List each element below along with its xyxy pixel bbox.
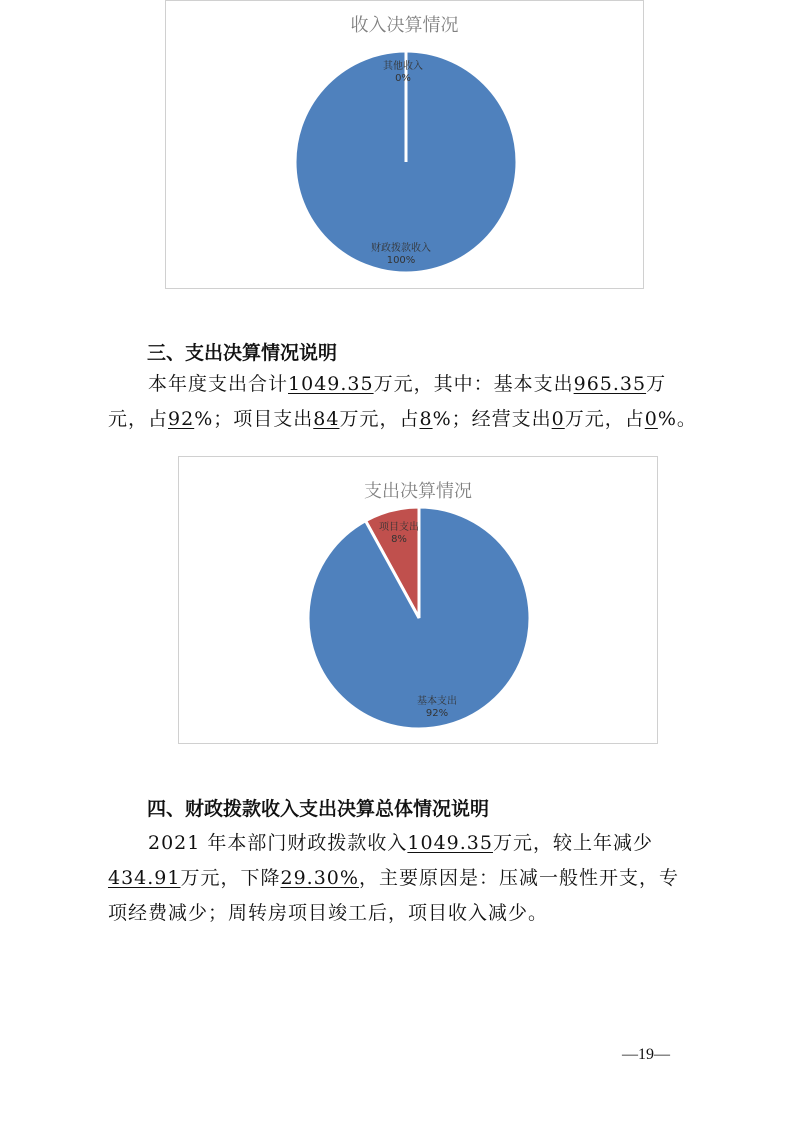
income-chart-title: 收入决算情况 [350,15,459,36]
decrease-value: 434.91 [108,867,181,889]
income-slice-label-1: 其他收入 [383,61,423,72]
expense-total-value: 1049.35 [288,373,374,395]
text: 万元，其中：基本支出 [373,373,574,395]
fiscal-income-value: 1049.35 [407,832,493,854]
expense-paragraph [108,367,698,437]
project-expense-pct: 8 [419,408,433,430]
text: 万元，下降 [180,867,281,889]
expense-chart [178,456,658,744]
expense-section-heading: 三、支出决算情况说明 [147,342,338,364]
fiscal-section-heading: 四、财政拨款收入支出决算总体情况说明 [147,798,490,820]
text: 2021 年本部门财政拨款收入 [148,832,408,854]
project-expense-value: 84 [313,408,340,430]
income-slice-label-0: 财政拨款收入 [371,243,431,254]
expense-pie [179,457,659,745]
operating-expense-pct: 0 [644,408,658,430]
text: 万元，占 [108,373,667,430]
basic-expense-value: 965.35 [573,373,647,395]
operating-expense-value: 0 [551,408,565,430]
text: 万元，占 [564,408,645,430]
decrease-pct: 29.30% [280,867,359,889]
income-slice-pct-1: 0% [395,73,411,84]
basic-expense-pct: 92 [168,408,195,430]
expense-slice-label-0: 基本支出 [417,696,457,707]
expense-slice-pct-1: 8% [391,534,407,545]
income-pie [166,1,645,290]
income-slice-pct-0: 100% [386,255,416,266]
income-chart [165,0,644,289]
text: %。 [657,408,697,430]
expense-slice-pct-0: 92% [425,708,449,719]
text: 万元，较上年减少 [492,832,653,854]
page-number: —19— [622,1046,670,1063]
fiscal-paragraph [108,826,698,931]
expense-chart-title: 支出决算情况 [364,481,472,502]
text: ，主要原因是：压减一般性开支，专项经费减少；周转房项目竣工后，项目收入减少。 [108,867,679,924]
text: 万元，占 [339,408,420,430]
text: 本年度支出合计 [148,373,289,395]
text: %；经营支出 [432,408,552,430]
text: %；项目支出 [194,408,314,430]
expense-slice-label-1: 项目支出 [379,522,419,533]
